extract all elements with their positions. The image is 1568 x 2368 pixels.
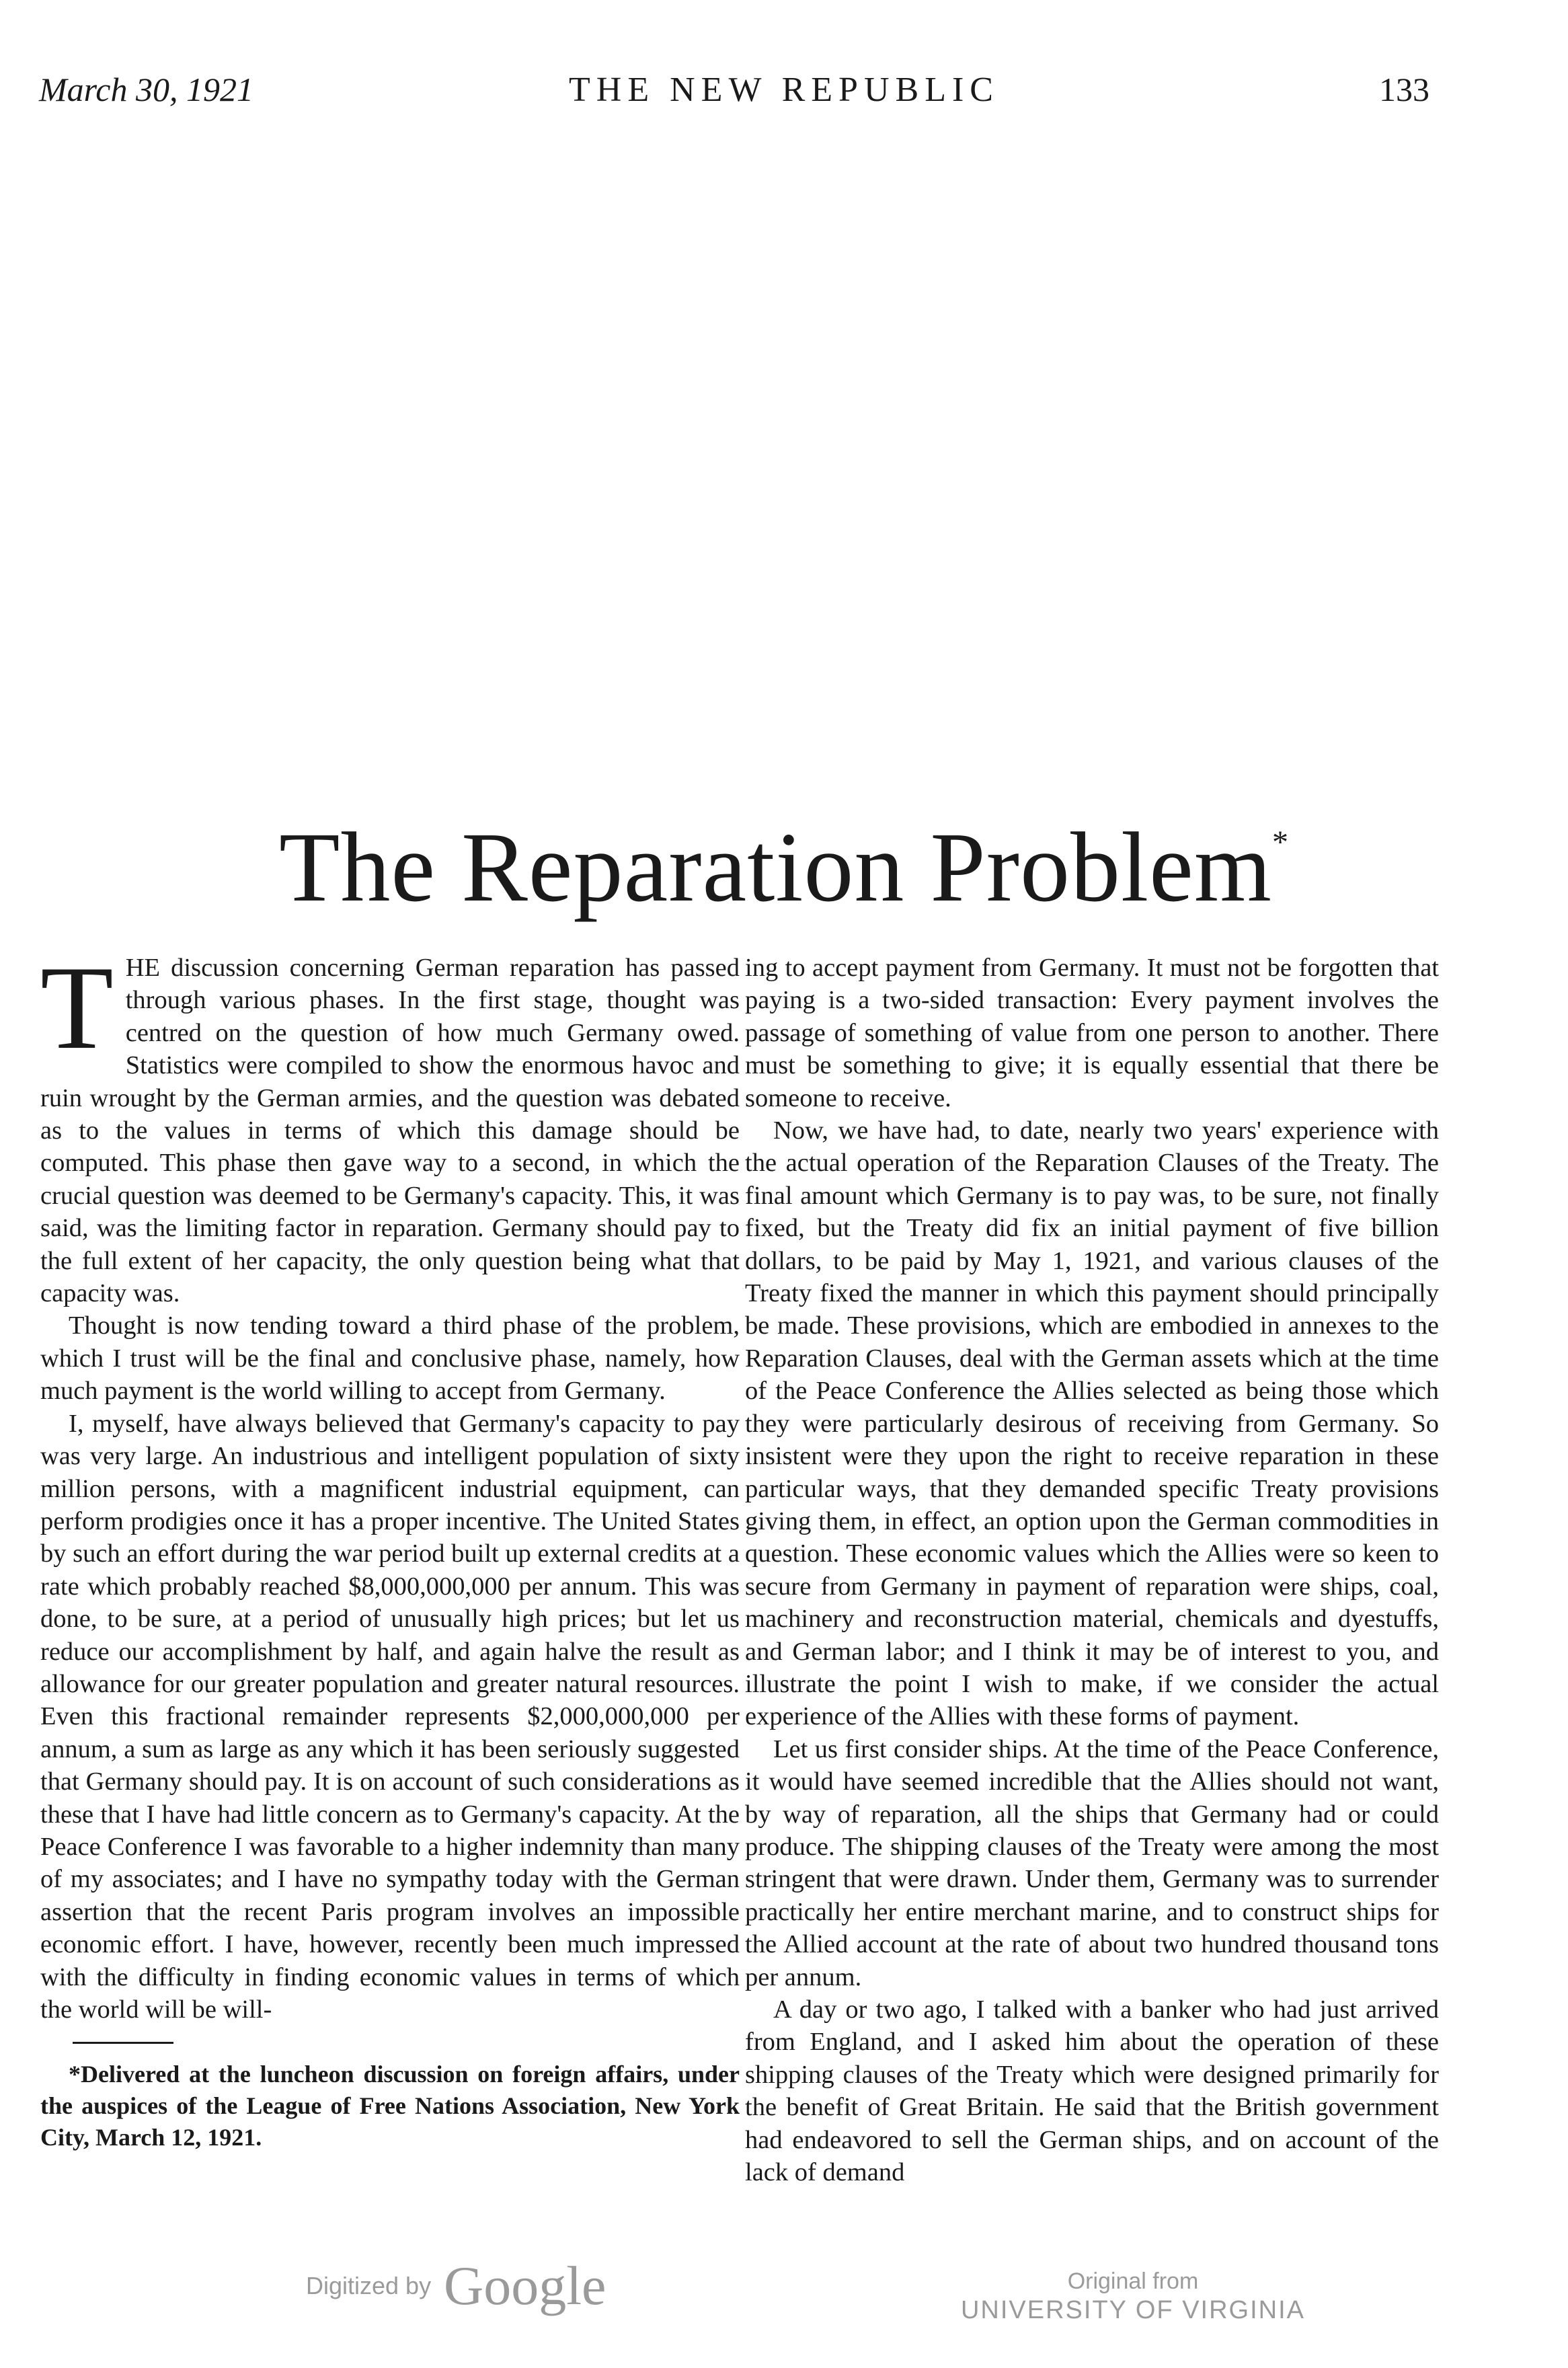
page-number: 133	[1379, 71, 1429, 108]
left-column	[40, 952, 740, 2243]
paragraph-6: Let us first consider ships. At the time of the Peace Conference, it would have seemed incredible that the Allies should not want, by way of reparation, all the ships that Germany had or could produce. The shipping clauses of the Treaty were among the most stringent that were drawn. Under them, Germany was to surrender practically her entire merchant marine, and to construct ships for the Allied account at the rate of about two hundred thousand tons per annum.	[745, 1734, 1439, 1991]
drop-cap: T	[40, 952, 114, 1074]
paragraph-4: ing to accept payment from Germany. It must not be forgotten that paying is a two-sided transaction: Every payment involves the passage of something of value from one person to another. There must be something to give; it is equally essential that there be someone to receive.	[745, 954, 1439, 1112]
issue-date: March 30, 1921	[39, 71, 253, 108]
digitized-by-label: Digitized by	[306, 2272, 432, 2299]
right-column	[745, 952, 1439, 2243]
paragraph-5: Now, we have had, to date, nearly two years' experience with the actual operation of the Reparation Clauses of the Treaty. The final amount which Germany is to pay was, to be sure, not finally fixed, but the Treaty did fix an initial payment of five billion dollars, to be paid by May 1, 1921, and various clauses of the Treaty fixed the manner in which this payment should principally be made. These provisions, which are embodied in annexes to the Reparation Clauses, deal with the German assets which at the time of the Peace Conference the Allies selected as being those which they were particularly desirous of receiving from Germany. So insistent were they upon the right to receive reparation in these particular ways, that they demanded specific Treaty provisions giving them, in effect, an option upon the German commodities in question. These economic values which the Allies were so keen to secure from Germany in payment of reparation were ships, coal, machinery and reconstruction material, chemicals and dyestuffs, and German labor; and I think it may be of interest to you, and illustrate the point I wish to make, if we consider the actual experience of the Allies with these forms of payment.	[745, 1116, 1439, 1731]
paragraph-1-text: HE discussion concerning German reparation has passed through various phases. In the first stage, thought was centred on the question of how much Germany owed. Statistics were compiled to show the enormous havoc and ruin wrought by the German armies, and the question was debated as to the values in terms of which this damage should be computed. This phase then gave way to a second, in which the crucial question was deemed to be Germany's capacity. This, it was said, was the limiting factor in reparation. Germany should pay to the full extent of her capacity, the only question being what that capacity was.	[40, 954, 740, 1308]
article-title	[0, 810, 1568, 925]
footnote: *Delivered at the luncheon discussion on foreign affairs, under the auspices of the League of Free Nations Association, New York City, March 12, 1921.	[40, 2061, 740, 2151]
masthead: THE NEW REPUBLIC	[569, 71, 999, 109]
footnote-rule	[73, 2042, 173, 2044]
original-from-label: Original from	[1067, 2268, 1199, 2294]
paragraph-1	[40, 952, 740, 1309]
paragraph-7: A day or two ago, I talked with a banker who had just arrived from England, and I asked him about the operation of these shipping clauses of the Treaty which were designed primarily for the benefit of Great Britain. He said that the British government had endeavored to sell the German ships, and on account of the lack of demand	[745, 1995, 1439, 2187]
paragraph-2: Thought is now tending toward a third phase of the problem, which I trust will be the final and conclusive phase, namely, how much payment is the world willing to accept from Germany.	[40, 1311, 740, 1406]
paragraph-3: I, myself, have always believed that Germany's capacity to pay was very large. An industrious and intelligent population of sixty million persons, with a magnificent industrial equipment, can perform prodigies once it has a proper incentive. The United States by such an effort during the war period built up external credits at a rate which probably reached $8,000,000,000 per annum. This was done, to be sure, at a period of unusually high prices; but let us reduce our accomplishment by half, and again halve the result as allowance for our greater population and greater natural resources. Even this fractional remainder represents $2,000,000,000 per annum, a sum as large as any which it has been seriously suggested that Germany should pay. It is on account of such considerations as these that I have had little concern as to Germany's capacity. At the Peace Conference I was favorable to a higher indemnity than many of my associates; and I have no sympathy today with the German assertion that the recent Paris program involves an impossible economic effort. I have, however, recently been much impressed with the difficulty in finding economic values in terms of which the world will be will-	[40, 1409, 740, 2024]
title-footnote-mark: *	[1271, 825, 1289, 860]
google-logo: Google	[444, 2255, 606, 2316]
institution-label: UNIVERSITY OF VIRGINIA	[960, 2296, 1306, 2324]
article-title-text: The Reparation Problem	[279, 812, 1272, 923]
